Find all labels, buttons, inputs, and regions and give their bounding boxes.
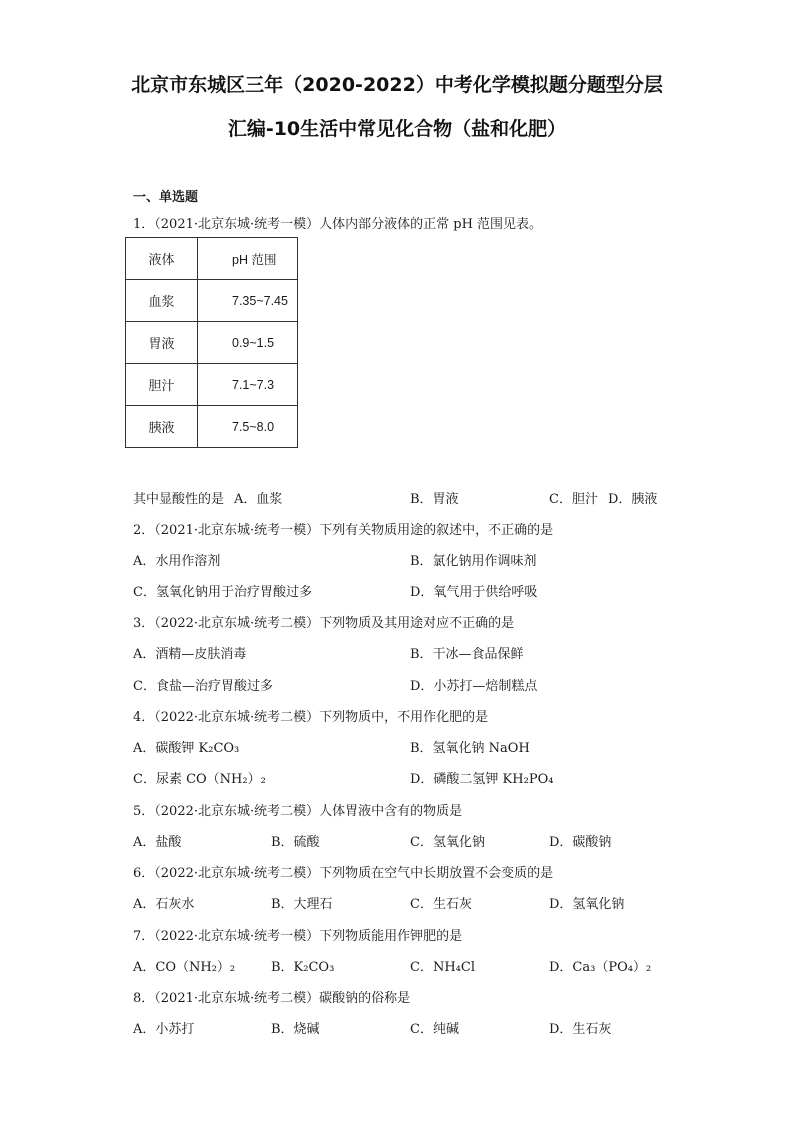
- table-row: [126, 322, 298, 364]
- question-4-stem: 4．（2022·北京东城·统考二模）下列物质中，不用作化肥的是: [133, 710, 489, 725]
- question-8-option-b: B．烧碱: [271, 1022, 320, 1037]
- question-3-option-c: C．食盐—治疗胃酸过多: [133, 679, 273, 694]
- table-cell: 7.5~8.0: [198, 406, 298, 448]
- table-row: [126, 406, 298, 448]
- question-3-option-b: B．干冰—食品保鲜: [410, 647, 524, 662]
- question-8-option-a: A．小苏打: [133, 1022, 195, 1037]
- question-5-option-a: A．盐酸: [133, 835, 182, 850]
- question-8-stem: 8．（2021·北京东城·统考二模）碳酸钠的俗称是: [133, 991, 411, 1006]
- question-7-option-c: C．NH₄Cl: [410, 960, 475, 975]
- table-header-row: [126, 238, 298, 280]
- question-1-option-b: B．胃液: [410, 492, 459, 507]
- question-6-option-c: C．生石灰: [410, 897, 472, 912]
- table-header-cell: pH 范围: [198, 238, 298, 280]
- question-1-option-c: C．胆汁: [549, 492, 598, 507]
- question-5-option-b: B．硫酸: [271, 835, 320, 850]
- question-4-option-c: C．尿素 CO（NH₂）₂: [133, 772, 266, 787]
- question-5-option-c: C．氢氧化钠: [410, 835, 485, 850]
- table-row: [126, 364, 298, 406]
- table-row: [126, 280, 298, 322]
- table-cell: 血浆: [126, 280, 198, 322]
- question-4-option-a: A．碳酸钾 K₂CO₃: [133, 741, 240, 756]
- table-cell: 胆汁: [126, 364, 198, 406]
- question-6-option-a: A．石灰水: [133, 897, 195, 912]
- question-2-option-d: D．氧气用于供给呼吸: [410, 585, 538, 600]
- question-4-option-d: D．磷酸二氢钾 KH₂PO₄: [410, 772, 554, 787]
- table-cell: 胰液: [126, 406, 198, 448]
- section-heading: 一、单选题: [133, 190, 199, 205]
- question-1-option-a: A．血浆: [234, 492, 283, 507]
- question-5-stem: 5．（2022·北京东城·统考二模）人体胃液中含有的物质是: [133, 804, 463, 819]
- table-cell: 7.35~7.45: [198, 280, 298, 322]
- table-cell: 7.1~7.3: [198, 364, 298, 406]
- question-7-option-b: B．K₂CO₃: [271, 960, 335, 975]
- question-2-option-c: C．氢氧化钠用于治疗胃酸过多: [133, 585, 312, 600]
- question-7-option-a: A．CO（NH₂）₂: [133, 960, 236, 975]
- document-title-line1: 北京市东城区三年（2020-2022）中考化学模拟题分题型分层: [131, 74, 663, 96]
- question-6-stem: 6．（2022·北京东城·统考二模）下列物质在空气中长期放置不会变质的是: [133, 866, 554, 881]
- table-cell: 0.9~1.5: [198, 322, 298, 364]
- question-7-option-d: D．Ca₃（PO₄）₂: [549, 960, 652, 975]
- question-3-option-d: D．小苏打—焙制糕点: [410, 679, 538, 694]
- question-3-option-a: A．酒精—皮肤消毒: [133, 647, 247, 662]
- question-1-lead: 其中显酸性的是: [133, 492, 225, 507]
- question-5-option-d: D．碳酸钠: [549, 835, 612, 850]
- question-6-option-b: B．大理石: [271, 897, 333, 912]
- question-2-stem: 2．（2021·北京东城·统考一模）下列有关物质用途的叙述中，不正确的是: [133, 523, 554, 538]
- question-6-option-d: D．氢氧化钠: [549, 897, 625, 912]
- question-1-option-d: D．胰液: [608, 492, 658, 507]
- question-2-option-a: A．水用作溶剂: [133, 554, 221, 569]
- question-8-option-c: C．纯碱: [410, 1022, 459, 1037]
- question-8-option-d: D．生石灰: [549, 1022, 612, 1037]
- document-title-line2: 汇编-10生活中常见化合物（盐和化肥）: [227, 118, 567, 140]
- ph-range-table: [125, 237, 298, 448]
- table-header-cell: 液体: [126, 238, 198, 280]
- question-1-stem: 1．（2021·北京东城·统考一模）人体内部分液体的正常 pH 范围见表。: [133, 217, 543, 232]
- question-4-option-b: B．氢氧化钠 NaOH: [410, 741, 530, 756]
- question-3-stem: 3．（2022·北京东城·统考二模）下列物质及其用途对应不正确的是: [133, 616, 515, 631]
- table-cell: 胃液: [126, 322, 198, 364]
- question-2-option-b: B．氯化钠用作调味剂: [410, 554, 537, 569]
- question-7-stem: 7．（2022·北京东城·统考一模）下列物质能用作钾肥的是: [133, 929, 463, 944]
